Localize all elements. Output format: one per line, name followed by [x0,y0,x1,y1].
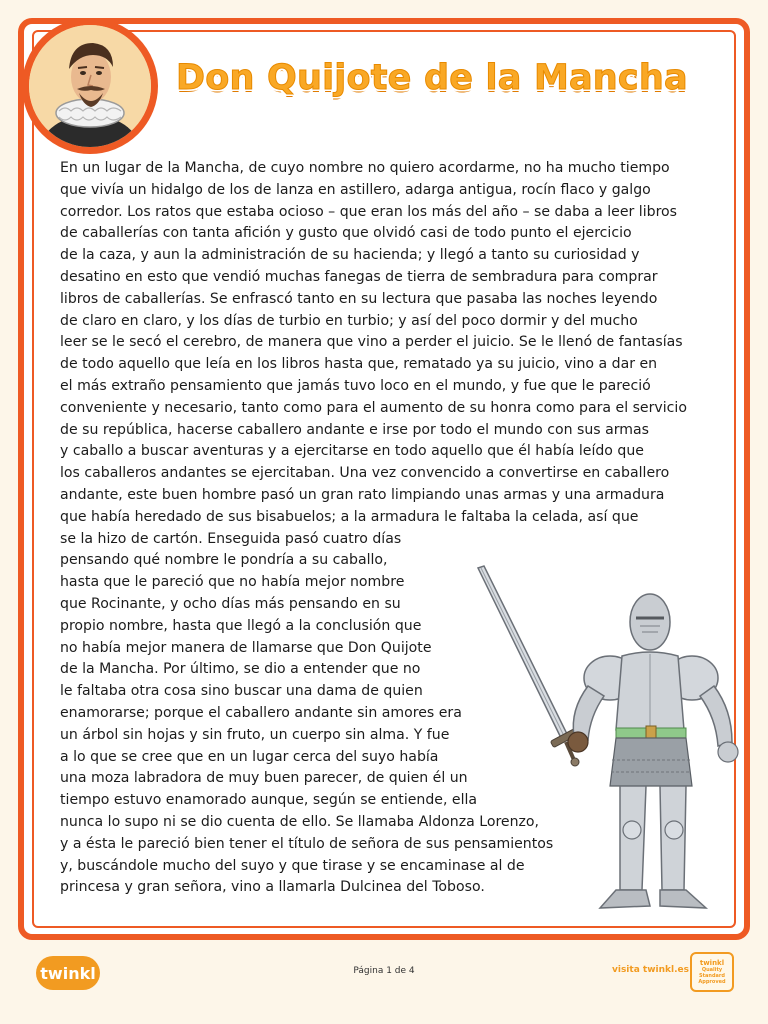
quality-badge-icon [690,952,734,992]
text-line: y, buscándole mucho del suyo y que tirase y se encaminase al de [60,857,525,874]
site-link[interactable]: visita twinkl.es [612,965,689,975]
text-line: un árbol sin hojas y sin fruto, un cuerpo sin alma. Y fue [60,726,450,743]
text-line: tiempo estuvo enamorado aunque, según se entiende, ella [60,792,478,809]
text-line: leer se le secó el cerebro, de manera que vino a perder el juicio. Se le llenó de fantasías [60,334,683,351]
text-line: que vivía un hidalgo de los de lanza en astillero, adarga antigua, rocín flaco y galgo [60,181,651,198]
text-line: conveniente y necesario, tanto como para el aumento de su honra como para el servicio [60,399,687,416]
twinkl-logo[interactable]: twinkl [36,956,100,990]
text-line: el más extraño pensamiento que jamás tuvo loco en el mundo, y fue que le pareció [60,377,651,394]
text-line: princesa y gran señora, vino a llamarla Dulcinea del Toboso. [60,879,485,896]
badge-line-2: Quality Standard [699,967,725,979]
text-line: hasta que le pareció que no había mejor nombre [60,574,405,591]
text-line: de su república, hacerse caballero andante e irse por todo el mundo con sus armas [60,421,649,438]
text-line: a lo que se cree que en un lugar cerca del suyo había [60,748,439,765]
text-line: y a ésta le pareció bien tener el título de señora de sus pensamientos [60,835,554,852]
text-line: pensando qué nombre le pondría a su caballo, [60,552,388,569]
cervantes-portrait-icon [22,18,158,154]
text-line: corredor. Los ratos que estaba ocioso – que eran los más del año – se daba a leer libros [60,203,678,220]
text-line: andante, este buen hombre pasó un gran rato limpiando unas armas y una armadura [60,486,665,503]
text-line: propio nombre, hasta que llegó a la conclusión que [60,617,422,634]
text-line: libros de caballerías. Se enfrascó tanto en su lectura que pasaba las noches leyendo [60,290,658,307]
text-line: se la hizo de cartón. Enseguida pasó cuatro días [60,530,402,547]
page-footer [0,940,768,1024]
text-line: le faltaba otra cosa sino buscar una dama de quien [60,683,423,700]
text-line: que Rocinante, y ocho días más pensando en su [60,595,401,612]
text-line: los caballeros andantes se ejercitaban. Una vez convencido a convertirse en caballero [60,465,670,482]
text-line: de claro en claro, y los días de turbio en turbio; y así del poco dormir y del mucho [60,312,638,329]
page-number: Página 1 de 4 [353,966,415,976]
text-line: de todo aquello que leía en los libros hasta que, rematado ya su juicio, vino a dar en [60,356,658,373]
text-line: enamorarse; porque el caballero andante sin amores era [60,704,462,721]
text-line: que había heredado de sus bisabuelos; a la armadura le faltaba la celada, así que [60,508,639,525]
text-line: desatino en esto que vendió muchas fanegas de tierra de sembradura para comprar [60,268,658,285]
page-title: Don Quijote de la Mancha [176,58,688,98]
text-line: una moza labradora de muy buen parecer, de quien él un [60,770,468,787]
sword-icon [478,566,580,766]
badge-line-1: twinkl [699,959,725,967]
knight-armor-illustration [470,560,760,940]
text-line: de la caza, y aun la administración de su hacienda; y llegó a tanto su curiosidad y [60,247,640,264]
text-line: de caballerías con tanta afición y gusto que olvidó casi de todo punto el ejercicio [60,225,632,242]
text-line: de la Mancha. Por último, se dio a entender que no [60,661,421,678]
text-line: nunca lo supo ni se dio cuenta de ello. Se llamaba Aldonza Lorenzo, [60,813,540,830]
badge-line-3: Approved [698,979,726,985]
text-line: y caballo a buscar aventuras y a ejercitarse en todo aquello que él había leído que [60,443,644,460]
text-line: En un lugar de la Mancha, de cuyo nombre no quiero acordarme, no ha mucho tiempo [60,160,670,176]
text-line: no había mejor manera de llamarse que Don Quijote [60,639,432,656]
